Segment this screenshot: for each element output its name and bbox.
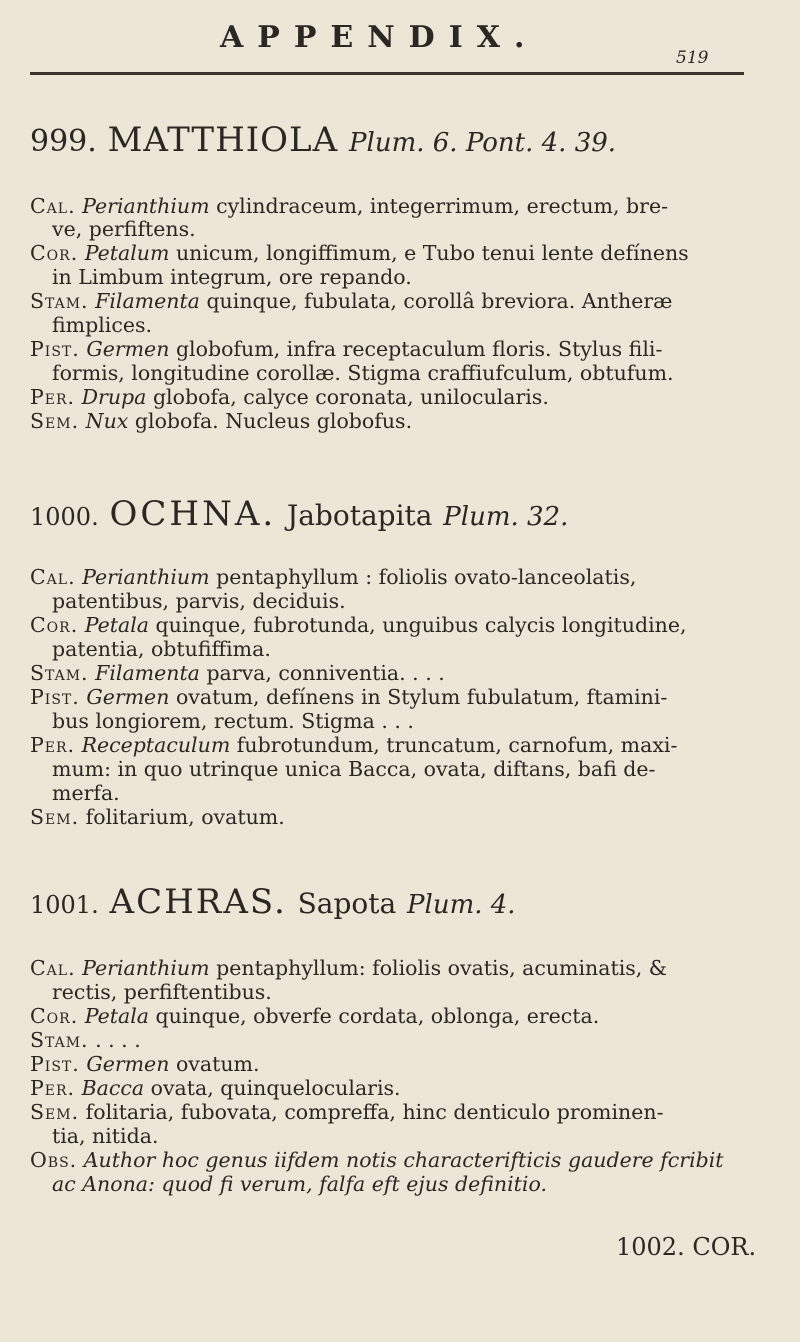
entry-line: Cor. Petalum unicum, longiffimum, e Tubo tenui lente defínens [30, 241, 689, 265]
entry-reference: Plum. 32. [443, 502, 569, 532]
catchword: 1002. COR. [616, 1233, 757, 1261]
entry-title-ochna [30, 494, 568, 534]
entry-line: Sem. Nux globofa. Nucleus globofus. [30, 409, 413, 433]
running-head [0, 18, 800, 68]
entry-line: merfa. [52, 781, 120, 805]
entry-line: Sem. folitaria, fubovata, compreffa, hinc denticulo prominen- [30, 1100, 664, 1124]
entry-line: Pist. Germen ovatum, defínens in Stylum fubulatum, ftamini- [30, 685, 668, 709]
entry-line: Obs. Author hoc genus iifdem notis characterifticis gaudere fcribit [30, 1148, 724, 1172]
entry-line: tia, nitida. [52, 1124, 159, 1148]
entry-line: Sem. folitarium, ovatum. [30, 805, 285, 829]
entry-line: patentibus, parvis, deciduis. [52, 589, 346, 613]
entry-line: in Limbum integrum, ore repando. [52, 265, 412, 289]
entry-line: Stam. . . . . [30, 1028, 141, 1052]
entry-line: Per. Bacca ovata, quinquelocularis. [30, 1076, 401, 1100]
entry-line: Cal. Perianthium pentaphyllum : foliolis ovato-lanceolatis, [30, 565, 637, 589]
entry-line: Cal. Perianthium cylindraceum, integerrimum, erectum, bre- [30, 194, 669, 218]
entry-number: 999. [30, 124, 97, 159]
entry-synonym: Jabotapita [287, 499, 433, 532]
entry-reference: Plum. 4. [407, 890, 516, 920]
entry-line: Stam. Filamenta parva, conniventia. . . . [30, 661, 445, 685]
entry-title-matthiola [30, 120, 616, 160]
entry-line: Per. Drupa globofa, calyce coronata, unilocularis. [30, 385, 549, 409]
header-rule [30, 72, 744, 75]
genus-name: MATTHIOLA [107, 120, 339, 160]
entry-line: Pist. Germen ovatum. [30, 1052, 260, 1076]
entry-number: 1001. [30, 891, 99, 919]
entry-line: bus longiorem, rectum. Stigma . . . [52, 709, 414, 733]
entry-line: Cor. Petala quinque, fubrotunda, unguibus calycis longitudine, [30, 613, 687, 637]
entry-line: rectis, perfiftentibus. [52, 980, 272, 1004]
genus-name: OCHNA. [109, 494, 277, 534]
page-number: 519 [676, 48, 709, 68]
entry-line: mum: in quo utrinque unica Bacca, ovata, diftans, bafi de- [52, 757, 656, 781]
entry-line: Pist. Germen globofum, infra receptaculum floris. Stylus fili- [30, 337, 663, 361]
entry-line: ve, perfiftens. [52, 217, 196, 241]
entry-number: 1000. [30, 503, 99, 531]
entry-synonym: Sapota [297, 887, 397, 920]
entry-reference: Plum. 6. Pont. 4. 39. [349, 128, 617, 158]
entry-line: Cor. Petala quinque, obverfe cordata, oblonga, erecta. [30, 1004, 600, 1028]
running-title: APPENDIX. [220, 20, 539, 55]
genus-name: ACHRAS. [109, 882, 287, 922]
entry-line: Stam. Filamenta quinque, fubulata, corollâ breviora. Antheræ [30, 289, 673, 313]
entry-line: ac Anona: quod fi verum, falfa eft ejus definitio. [52, 1172, 547, 1196]
entry-title-achras [30, 882, 516, 922]
entry-line: fimplices. [52, 313, 152, 337]
entry-line: Cal. Perianthium pentaphyllum: foliolis ovatis, acuminatis, & [30, 956, 668, 980]
entry-line: patentia, obtufiffima. [52, 637, 271, 661]
entry-line: Per. Receptaculum fubrotundum, truncatum, carnofum, maxi- [30, 733, 678, 757]
entry-line: formis, longitudine corollæ. Stigma craffiufculum, obtufum. [52, 361, 674, 385]
